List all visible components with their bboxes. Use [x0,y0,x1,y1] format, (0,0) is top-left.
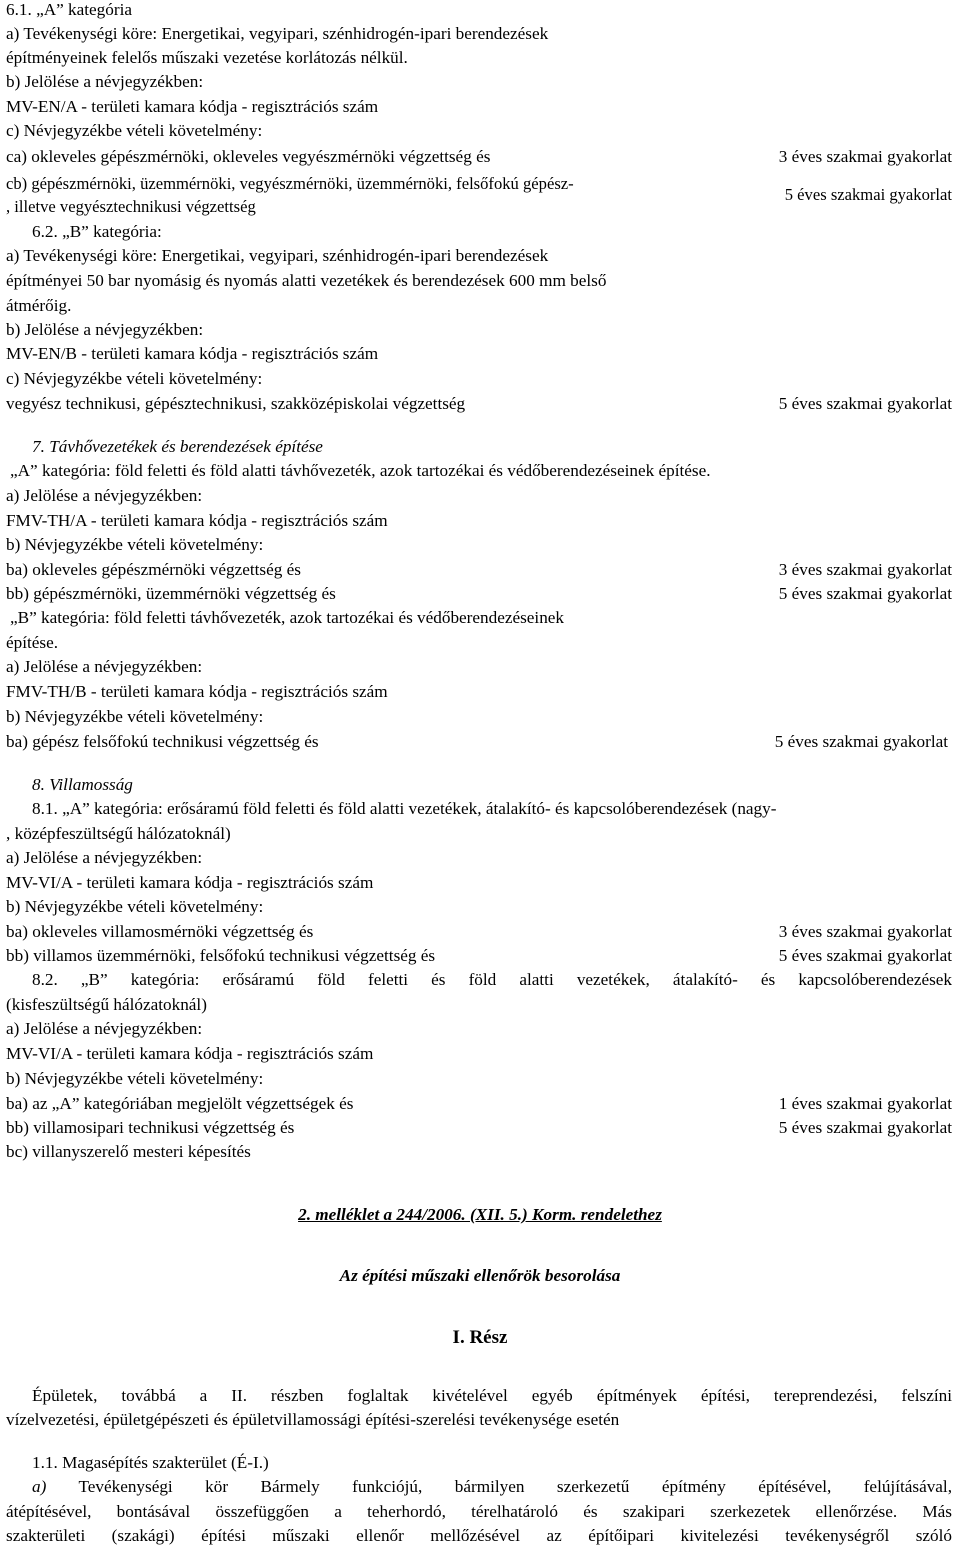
text-line: MV-VI/A - területi kamara kódja - regisztrációs szám [6,873,374,892]
practice-requirement: 5 éves szakmai gyakorlat [778,1118,952,1137]
text-line: b) Névjegyzékbe vételi követelmény: [6,897,264,916]
requirement-text: bb) gépészmérnöki, üzemmérnöki végzettség és [6,584,336,603]
requirement-text: ba) okleveles villamosmérnöki végzettség és [6,922,314,941]
text-line: építményei 50 bar nyomásig és nyomás alatti vezetékek és berendezések 600 mm belső [6,271,607,290]
text-line: MV-EN/A - területi kamara kódja - regisztrációs szám [6,97,379,116]
practice-requirement: 5 éves szakmai gyakorlat [784,185,952,204]
annex-title: 2. melléklet a 244/2006. (XII. 5.) Korm. rendelethez [298,1205,662,1224]
requirement-text: bb) villamosipari technikusi végzettség és [6,1118,295,1137]
requirement-row [6,394,952,414]
text-line: , középfeszültségű hálózatoknál) [6,824,231,843]
text-line: 8.1. „A” kategória: erősáramú föld feletti és föld alatti vezetékek, átalakító- és kapcsolóberendezések (nagy- [32,799,777,818]
text-line: a) Jelölése a névjegyzékben: [6,657,203,676]
text-line: vízelvezetési, épületgépészeti és épületvillamossági építési-szerelési tevékenysége esetén [6,1410,620,1429]
text-line: Épületek, továbbá a II. részben foglaltak kivételével egyéb építmények építési, tereprendezési, felszíni [32,1386,952,1405]
requirement-row [6,147,952,167]
text-line: átmérőig. [6,296,72,315]
requirement-row [6,732,948,752]
requirement-row [6,560,952,580]
text-line: a) Jelölése a névjegyzékben: [6,1019,203,1038]
requirement-row [6,1118,952,1138]
section-6-1-heading: 6.1. „A” kategória [6,0,132,19]
text-line: , illetve vegyésztechnikusi végzettség [6,197,256,216]
part-heading: I. Rész [452,1327,508,1348]
section-8-heading: 8. Villamosság [32,775,133,794]
practice-requirement: 5 éves szakmai gyakorlat [778,394,952,413]
requirement-text: ba) gépész felsőfokú technikusi végzettség és [6,732,319,751]
requirement-row [6,584,952,604]
requirement-text: ba) az „A” kategóriában megjelölt végzettségek és [6,1094,354,1113]
annex-subtitle: Az építési műszaki ellenőrök besorolása [339,1266,621,1285]
text-line: „A” kategória: föld feletti és föld alatti távhővezeték, azok tartozékai és védőberendezéseinek építése. [10,461,711,480]
item-marker: a) [32,1477,47,1496]
text-line: b) Névjegyzékbe vételi követelmény: [6,1069,264,1088]
section-6-2-heading: 6.2. „B” kategória: [32,222,162,241]
text-line: a) Jelölése a névjegyzékben: [6,486,203,505]
requirement-row [6,1094,952,1114]
text-line: MV-EN/B - területi kamara kódja - regisztrációs szám [6,344,379,363]
text-line: 8.2. „B” kategória: erősáramú föld feletti és föld alatti vezetékek, átalakító- és kapcsolóberendezések [32,970,952,989]
text-line: MV-VI/A - területi kamara kódja - regisztrációs szám [6,1044,374,1063]
requirement-text: bb) villamos üzemmérnöki, felsőfokú technikusi végzettség és [6,946,436,965]
text-line: „B” kategória: föld feletti távhővezeték, azok tartozékai és védőberendezéseinek [10,608,565,627]
text-line: cb) gépészmérnöki, üzemmérnöki, vegyészmérnöki, üzemmérnöki, felsőfokú gépész- [6,174,574,193]
text-line: a) Jelölése a névjegyzékben: [6,848,203,867]
text-line: átépítésével, bontásával összefüggően a teherhordó, térelhatároló és szakipari szerkezetek ellenőrzése. Más [6,1502,952,1521]
text-line: FMV-TH/A - területi kamara kódja - regisztrációs szám [6,511,388,530]
requirement-text: ca) okleveles gépészmérnöki, okleveles vegyészmérnöki végzettség és [6,147,491,166]
practice-requirement: 5 éves szakmai gyakorlat [778,584,952,603]
text-line: a) Tevékenységi köre: Energetikai, vegyipari, szénhidrogén-ipari berendezések [6,246,549,265]
text-line: (kisfeszültségű hálózatoknál) [6,995,207,1014]
text-line: c) Névjegyzékbe vételi követelmény: [6,121,263,140]
text-line: bc) villanyszerelő mesteri képesítés [6,1142,251,1161]
text-line: b) Névjegyzékbe vételi követelmény: [6,707,264,726]
subsection-heading: 1.1. Magasépítés szakterület (É-I.) [32,1453,269,1472]
text-line: építményeinek felelős műszaki vezetése korlátozás nélkül. [6,48,408,67]
requirement-row [6,922,952,942]
item-text: Tevékenységi kör Bármely funkciójú, bármilyen szerkezetű építmény építésével, felújításával, [46,1477,952,1496]
requirement-text: vegyész technikusi, gépésztechnikusi, szakközépiskolai végzettség [6,394,466,413]
practice-requirement: 5 éves szakmai gyakorlat [774,732,948,751]
text-line [32,1477,952,1497]
text-line: FMV-TH/B - területi kamara kódja - regisztrációs szám [6,682,388,701]
requirement-row [6,946,952,966]
practice-requirement: 5 éves szakmai gyakorlat [778,946,952,965]
practice-requirement: 3 éves szakmai gyakorlat [778,922,952,941]
text-line: b) Jelölése a névjegyzékben: [6,320,204,339]
practice-requirement: 3 éves szakmai gyakorlat [778,560,952,579]
text-line: c) Névjegyzékbe vételi követelmény: [6,369,263,388]
practice-requirement: 1 éves szakmai gyakorlat [778,1094,952,1113]
practice-requirement: 3 éves szakmai gyakorlat [778,147,952,166]
text-line: b) Névjegyzékbe vételi követelmény: [6,535,264,554]
text-line: építése. [6,633,59,652]
text-line: a) Tevékenységi köre: Energetikai, vegyipari, szénhidrogén-ipari berendezések [6,24,549,43]
text-line: b) Jelölése a névjegyzékben: [6,72,204,91]
requirement-text: ba) okleveles gépészmérnöki végzettség és [6,560,301,579]
section-7-heading: 7. Távhővezetékek és berendezések építése [32,437,323,456]
text-line: szakterületi (szakági) építési műszaki ellenőr mellőzésével az építőipari kivitelezési tevékenységről szóló [6,1526,952,1545]
